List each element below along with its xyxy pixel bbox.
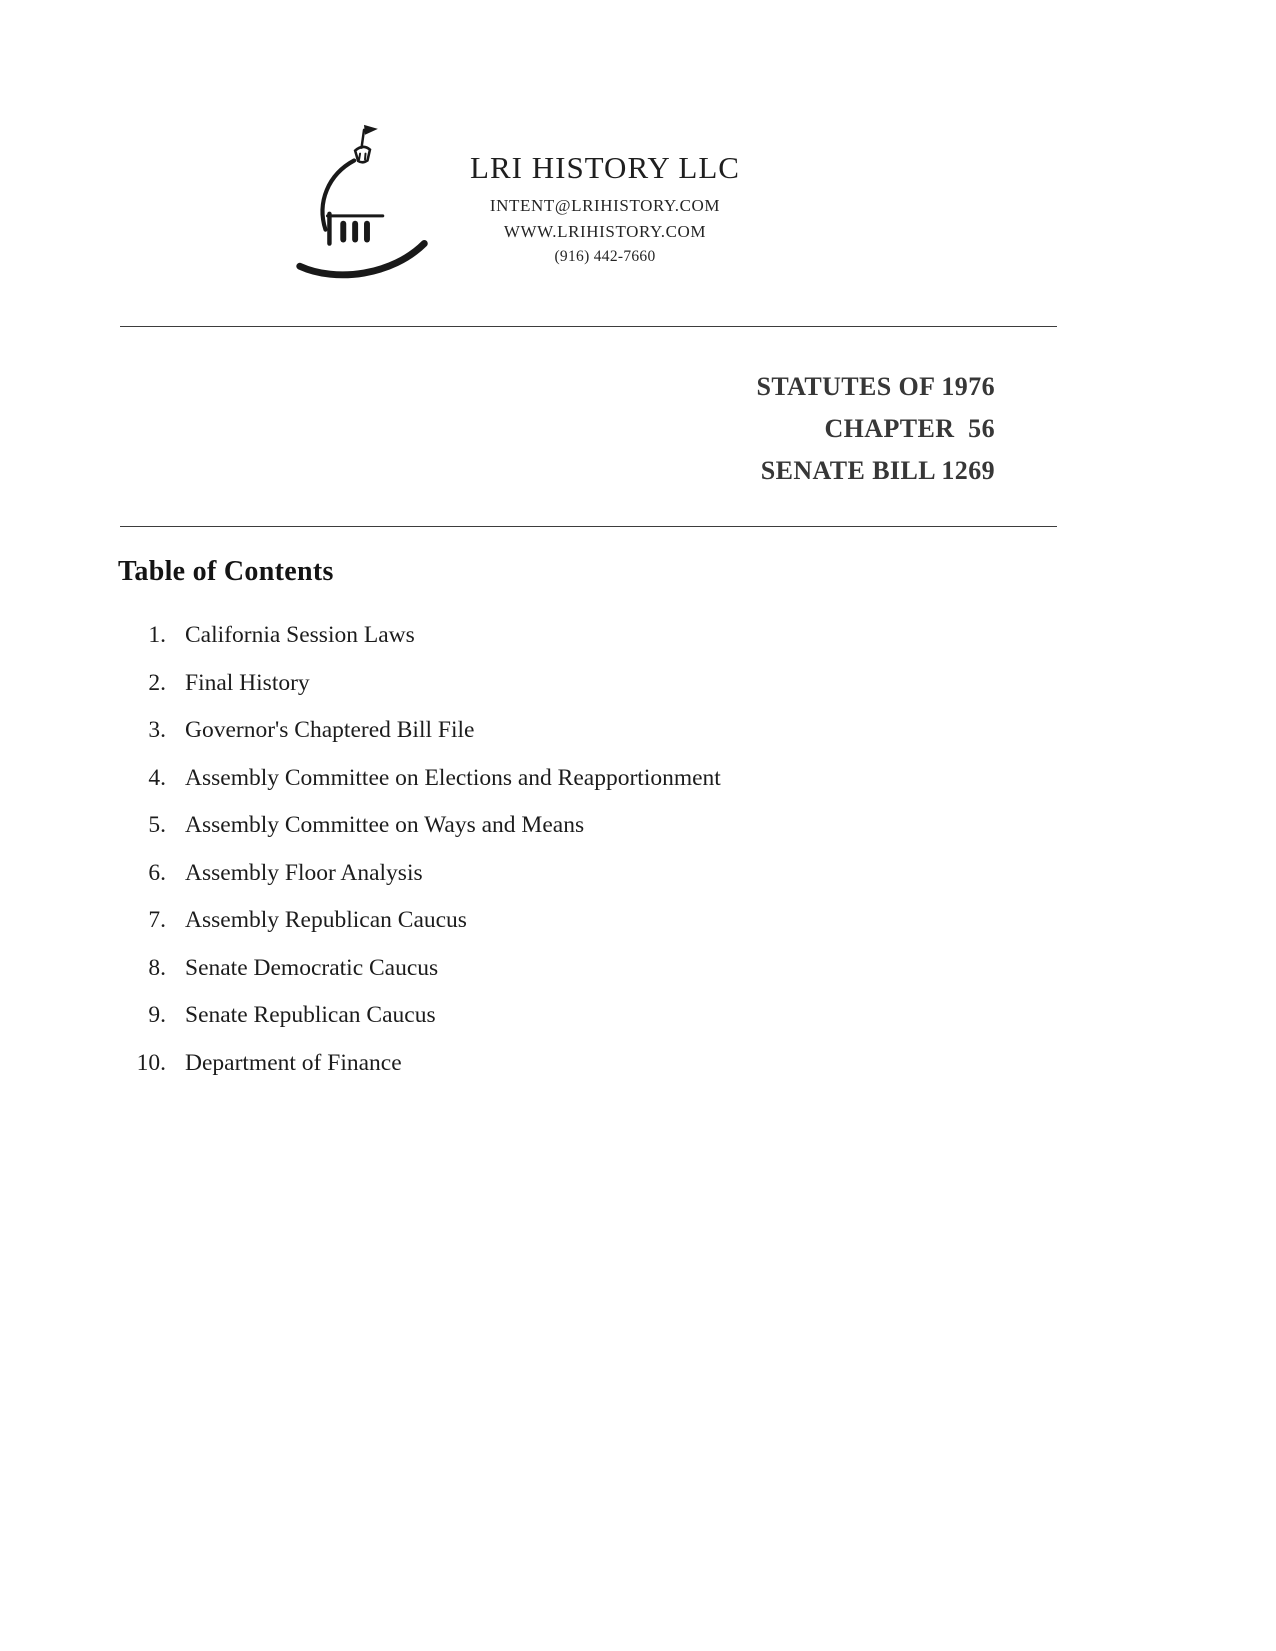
toc-item-label: Assembly Committee on Elections and Reapportionment	[185, 764, 721, 791]
toc-item-label: Governor's Chaptered Bill File	[185, 717, 475, 743]
senate-bill-line: SENATE BILL 1269	[760, 456, 995, 485]
company-name: LRI HISTORY LLC	[470, 150, 740, 185]
phone-text: (916) 442-7660	[554, 248, 656, 265]
statute-title-block	[756, 366, 995, 492]
toc-item-number: 2.	[148, 669, 166, 696]
toc-item	[131, 955, 721, 1003]
toc-item-label: Senate Democratic Caucus	[185, 954, 439, 981]
toc-item	[131, 860, 721, 908]
toc-item-label: Final History	[185, 669, 310, 696]
email-text: INTENT@LRIHISTORY.COM	[489, 196, 721, 215]
toc-item-number: 7.	[148, 907, 166, 933]
toc-item-label: Assembly Committee on Ways and Means	[185, 812, 585, 838]
toc-item-label: Assembly Republican Caucus	[185, 907, 467, 933]
toc-item	[131, 670, 721, 718]
toc-item-number: 6.	[148, 859, 166, 886]
toc-item	[131, 1002, 721, 1050]
divider-bottom	[120, 526, 1057, 527]
toc-item	[131, 717, 721, 765]
toc-item-label: Assembly Floor Analysis	[185, 859, 423, 886]
capitol-dome-logo-icon	[290, 118, 442, 286]
toc-item-number: 9.	[148, 1002, 166, 1028]
toc-item-label: California Session Laws	[185, 622, 415, 648]
toc-item-number: 8.	[148, 954, 166, 981]
toc-item-label: Senate Republican Caucus	[185, 1002, 436, 1028]
toc-item	[131, 765, 721, 813]
toc-heading: Table of Contents	[118, 556, 334, 587]
toc-item-number: 10.	[136, 1049, 166, 1076]
toc-item	[131, 907, 721, 955]
toc-item-number: 4.	[148, 764, 166, 791]
statutes-year-line: STATUTES OF 1976	[756, 372, 995, 401]
toc-item-label: Department of Finance	[185, 1049, 402, 1076]
letterhead	[455, 150, 755, 266]
toc-item-number: 1.	[148, 622, 166, 648]
toc-item-number: 3.	[148, 717, 166, 743]
toc-item	[131, 812, 721, 860]
chapter-line: CHAPTER 56	[824, 414, 995, 443]
toc-item	[131, 622, 721, 670]
toc-list	[131, 622, 721, 1097]
website-text: WWW.LRIHISTORY.COM	[503, 222, 707, 241]
toc-item-number: 5.	[148, 812, 166, 838]
toc-item	[131, 1050, 721, 1098]
divider-top	[120, 326, 1057, 327]
